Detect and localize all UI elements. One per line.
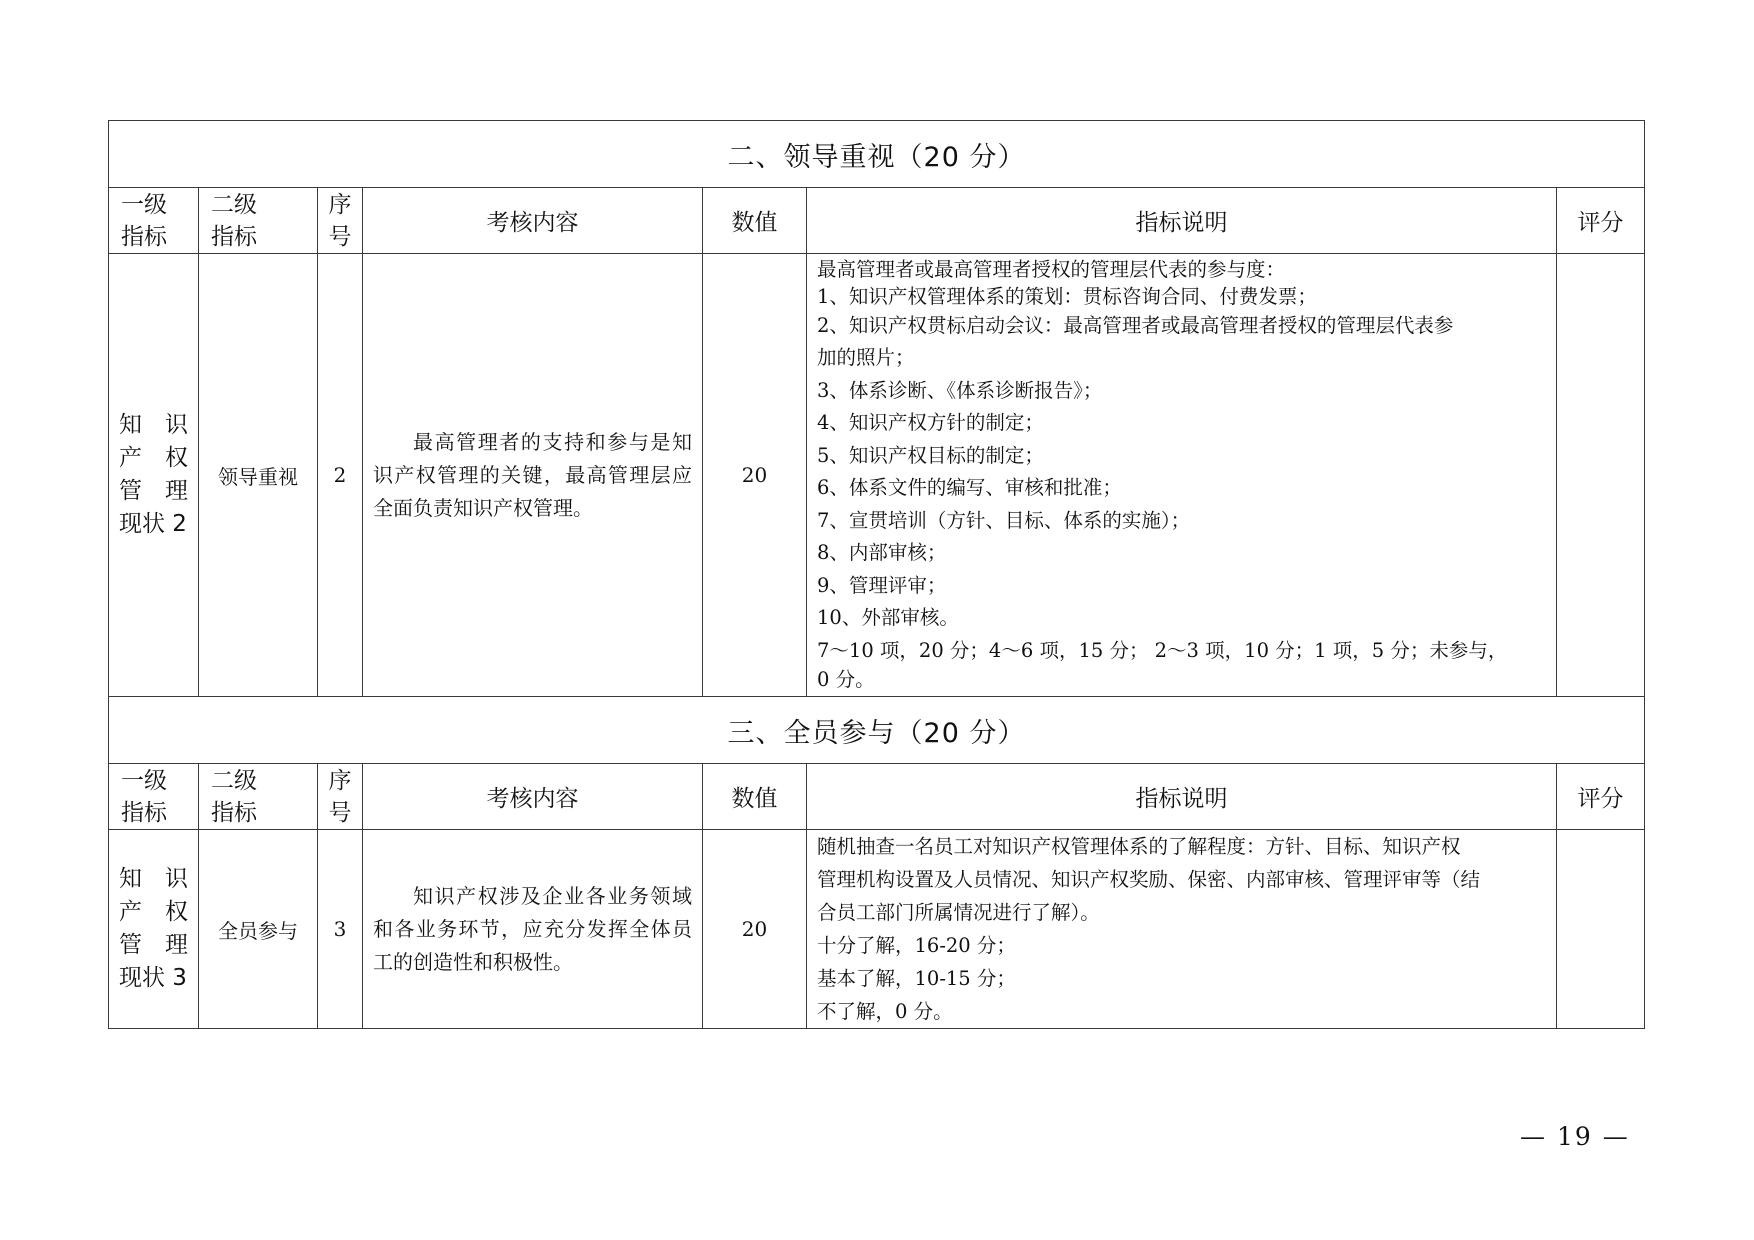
assessment-table: [108, 120, 1645, 1029]
page-number: — 19 —: [1520, 1122, 1630, 1151]
level2-indicator: 全员参与: [199, 830, 318, 1029]
score-value: 20: [703, 830, 807, 1029]
level1-indicator: 知 识 产 权 管 理 现状 2: [109, 254, 199, 697]
header-level2: 二级 指标: [199, 188, 318, 254]
header-level1: 一级 指标: [109, 764, 199, 830]
header-value: 数值: [703, 764, 807, 830]
score-cell[interactable]: [1557, 254, 1645, 697]
table-row: [109, 254, 1645, 697]
header-score: 评分: [1557, 764, 1645, 830]
header-level2: 二级 指标: [199, 764, 318, 830]
section-title: 三、全员参与（20 分）: [109, 697, 1645, 764]
header-description: 指标说明: [807, 188, 1557, 254]
indicator-description: 随机抽查一名员工对知识产权管理体系的了解程度：方针、目标、知识产权 管理机构设置及人员情况、知识产权奖励、保密、内部审核、管理评审等（结 合员工部门所属情况进行了解）。 十分了解，16-20 分； 基本了解，10-15 分； 不了解，0 分。: [807, 830, 1557, 1029]
header-seq: 序 号: [318, 188, 363, 254]
level1-indicator: 知 识 产 权 管 理 现状 3: [109, 830, 199, 1029]
header-seq: 序 号: [318, 764, 363, 830]
sequence-number: 3: [318, 830, 363, 1029]
section-title-row: [109, 697, 1645, 764]
table-header-row: [109, 764, 1645, 830]
score-value: 20: [703, 254, 807, 697]
score-cell[interactable]: [1557, 830, 1645, 1029]
assessment-content: 知识产权涉及企业各业务领域和各业务环节，应充分发挥全体员工的创造性和积极性。: [363, 830, 703, 1029]
section-title-row: [109, 121, 1645, 188]
header-description: 指标说明: [807, 764, 1557, 830]
indicator-description: 最高管理者或最高管理者授权的管理层代表的参与度： 1、知识产权管理体系的策划：贯标咨询合同、付费发票； 2、知识产权贯标启动会议：最高管理者或最高管理者授权的管理层代表参 加的照片； 3、体系诊断、《体系诊断报告》； 4、知识产权方针的制定； 5、知识产权目标的制定； 6、体系文件的编写、审核和批准； 7、宣贯培训（方针、目标、体系的实施）； 8、内部审核； 9、管理评审； 10、外部审核。 7～10 项，20 分；4～6 项，15 分； 2～3 项，10 分；1 项，5 分；未参与， 0 分。: [807, 254, 1557, 697]
assessment-content: 最高管理者的支持和参与是知识产权管理的关键，最高管理层应全面负责知识产权管理。: [363, 254, 703, 697]
sequence-number: 2: [318, 254, 363, 697]
section-title: 二、领导重视（20 分）: [109, 121, 1645, 188]
header-content: 考核内容: [363, 188, 703, 254]
table-header-row: [109, 188, 1645, 254]
header-score: 评分: [1557, 188, 1645, 254]
header-level1: 一级 指标: [109, 188, 199, 254]
level2-indicator: 领导重视: [199, 254, 318, 697]
header-value: 数值: [703, 188, 807, 254]
assessment-page: [108, 120, 1644, 1029]
table-row: [109, 830, 1645, 1029]
header-content: 考核内容: [363, 764, 703, 830]
